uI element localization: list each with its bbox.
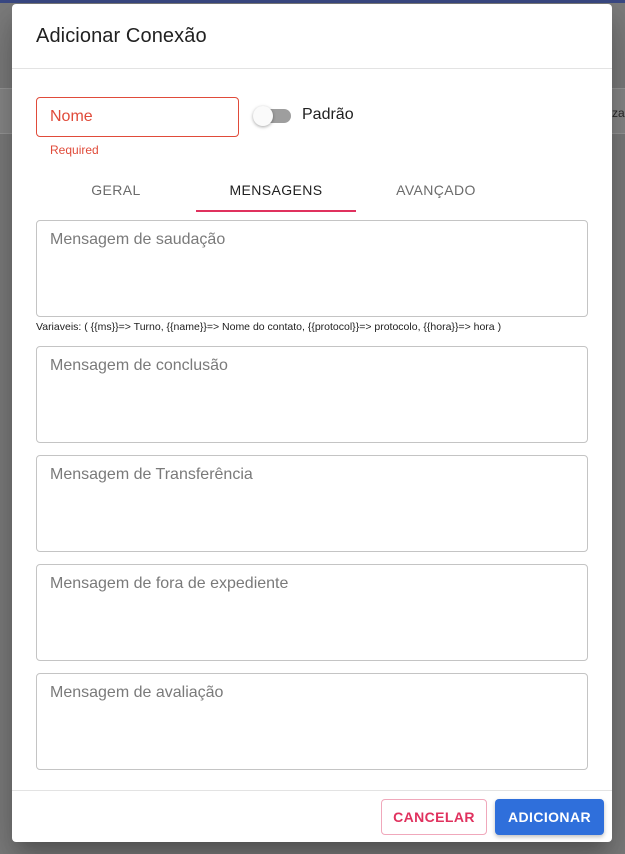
completion-message-field[interactable] <box>36 346 588 443</box>
greeting-message-field[interactable] <box>36 220 588 317</box>
rating-message-field[interactable] <box>36 673 588 770</box>
add-button[interactable]: ADICIONAR <box>495 799 604 835</box>
out-of-hours-message-input[interactable] <box>37 565 587 660</box>
greeting-message-input[interactable] <box>37 221 587 316</box>
cancel-button[interactable]: CANCELAR <box>381 799 487 835</box>
dialog-actions-divider <box>12 790 612 791</box>
add-connection-dialog <box>12 4 612 842</box>
name-field[interactable] <box>36 97 239 137</box>
backdrop-peek-text: za <box>612 106 625 120</box>
default-switch[interactable] <box>253 104 293 128</box>
name-required-helper: Required <box>50 143 99 157</box>
rating-message-input[interactable] <box>37 674 587 769</box>
completion-message-input[interactable] <box>37 347 587 442</box>
active-tab-indicator <box>196 210 356 212</box>
out-of-hours-message-field[interactable] <box>36 564 588 661</box>
dialog-title: Adicionar Conexão <box>36 25 207 47</box>
dialog-header-divider <box>12 68 612 69</box>
transfer-message-input[interactable] <box>37 456 587 551</box>
default-switch-label: Padrão <box>302 106 354 123</box>
tab-geral[interactable]: GERAL <box>91 182 141 198</box>
backdrop-top-bar <box>0 0 625 3</box>
tab-mensagens[interactable]: MENSAGENS <box>229 182 323 198</box>
transfer-message-field[interactable] <box>36 455 588 552</box>
variables-hint: Variaveis: ( {{ms}}=> Turno, {{name}}=> Nome do contato, {{protocol}}=> protocolo, {{hora}}=> hora ) <box>36 321 502 333</box>
name-input[interactable] <box>37 98 238 136</box>
tab-bar <box>36 168 516 212</box>
switch-thumb[interactable] <box>253 106 273 126</box>
tab-avancado[interactable]: AVANÇADO <box>396 182 476 198</box>
